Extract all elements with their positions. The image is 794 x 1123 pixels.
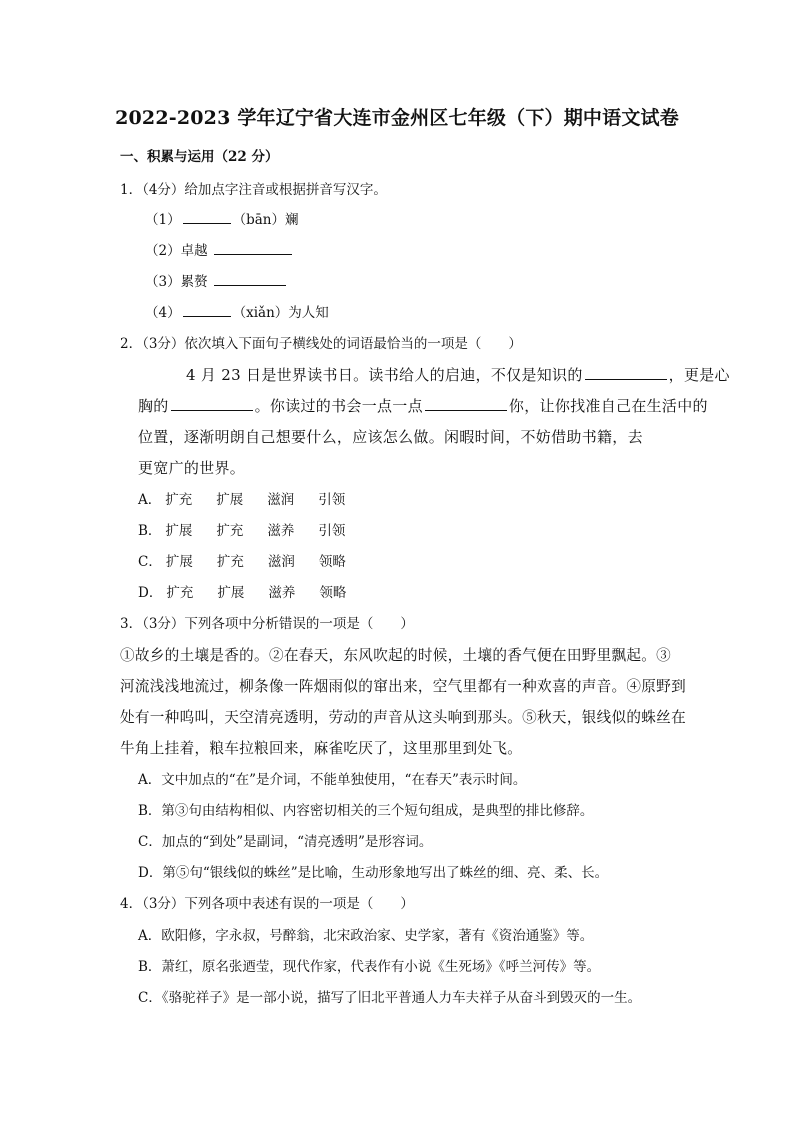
option-word: 滋润	[267, 492, 295, 508]
question-4-option-b[interactable]: B．萧红，原名张迺莹，现代作家，代表作有小说《生死场》《呼兰河传》等。	[138, 959, 601, 975]
option-word: 引领	[318, 523, 346, 539]
answer-blank[interactable]	[425, 398, 507, 411]
question-2-option-a[interactable]	[138, 488, 345, 508]
answer-blank[interactable]	[183, 211, 231, 224]
question-4-stem: 4．（3分）下列各项中表述有误的一项是（ ）	[120, 896, 414, 912]
question-2-passage-line-2	[138, 395, 708, 416]
item-text: （xiǎn）为人知	[232, 305, 329, 321]
question-3-stem: 3．（3分）下列各项中分析错误的一项是（ ）	[120, 616, 414, 632]
item-text: 累赘	[180, 274, 208, 290]
option-label: B．	[138, 523, 162, 539]
question-1-item-1	[145, 208, 298, 228]
question-3-option-d[interactable]: D．第⑤句“银线似的蛛丝”是比喻，生动形象地写出了蛛丝的细、亮、柔、长。	[138, 865, 609, 881]
question-2-passage-line-4: 更宽广的世界。	[138, 459, 246, 477]
answer-blank[interactable]	[214, 242, 292, 255]
option-label: D．	[138, 585, 163, 601]
question-3-passage-line-4: 牛角上挂着，粮车拉粮回来，麻雀吃厌了，这里那里到处飞。	[120, 740, 523, 757]
question-2-passage-line-1	[186, 364, 730, 385]
option-word: 引领	[318, 492, 346, 508]
passage-text: 。你读过的书会一点一点	[254, 397, 423, 415]
question-2-option-c[interactable]	[138, 550, 346, 570]
option-word: 扩充	[166, 585, 194, 601]
item-number: （4）	[145, 305, 181, 321]
question-1-item-3	[145, 270, 288, 290]
item-text: 卓越	[180, 243, 208, 259]
option-word: 扩展	[165, 523, 193, 539]
page-title: 2022-2023 学年辽宁省大连市金州区七年级（下）期中语文试卷	[115, 107, 679, 129]
option-word: 领略	[318, 554, 346, 570]
question-4-option-c[interactable]: C．《骆驼祥子》是一部小说，描写了旧北平普通人力车夫祥子从奋斗到毁灭的一生。	[138, 990, 642, 1006]
question-2-option-d[interactable]	[138, 581, 346, 601]
question-3-option-c[interactable]: C．加点的“到处”是副词，“清亮透明”是形容词。	[138, 834, 433, 850]
option-word: 扩展	[165, 554, 193, 570]
answer-blank[interactable]	[585, 367, 667, 380]
item-number: （3）	[145, 274, 181, 290]
option-word: 扩展	[217, 585, 245, 601]
option-word: 滋养	[268, 585, 296, 601]
question-3-passage-line-1: ①故乡的土壤是香的。②在春天，东风吹起的时候，土壤的香气便在田野里飘起。③	[120, 647, 672, 664]
answer-blank[interactable]	[171, 398, 253, 411]
passage-text: 胸的	[138, 397, 169, 415]
option-label: A．	[138, 492, 162, 508]
question-3-option-b[interactable]: B．第③句由结构相似、内容密切相关的三个短句组成，是典型的排比修辞。	[138, 803, 594, 819]
option-word: 滋润	[267, 554, 295, 570]
question-2-passage-line-3: 位置，逐渐明朗自己想要什么，应该怎么做。闲暇时间，不妨借助书籍，去	[138, 428, 643, 446]
question-2-option-b[interactable]	[138, 519, 345, 539]
item-number: （2）	[145, 243, 181, 259]
item-number: （1）	[145, 212, 181, 228]
option-word: 扩充	[165, 492, 193, 508]
answer-blank[interactable]	[214, 273, 286, 286]
option-word: 领略	[319, 585, 347, 601]
option-word: 扩充	[216, 523, 244, 539]
question-1-stem: 1．（4分）给加点字注音或根据拼音写汉字。	[120, 182, 387, 198]
section-heading: 一、积累与运用（22 分）	[120, 149, 279, 165]
option-word: 扩充	[216, 554, 244, 570]
passage-text: 你，让你找准自己在生活中的	[508, 397, 708, 415]
question-3-option-a[interactable]: A．文中加点的“在”是介词，不能单独使用，“在春天”表示时间。	[138, 772, 527, 788]
question-3-passage-line-3: 处有一种呜叫，天空清亮透明，劳动的声音从这头响到那头。⑤秋天，银线似的蛛丝在	[120, 709, 686, 726]
question-4-option-a[interactable]: A．欧阳修，字永叔，号醉翁，北宋政治家、史学家，著有《资治通鉴》等。	[138, 928, 594, 944]
answer-blank[interactable]	[183, 304, 231, 317]
question-1-item-4	[145, 301, 329, 321]
item-text: （bān）斓	[232, 212, 299, 228]
option-word: 扩展	[216, 492, 244, 508]
question-1-item-2	[145, 239, 294, 259]
question-2-stem: 2．（3分）依次填入下面句子横线处的词语最恰当的一项是（ ）	[120, 336, 522, 352]
passage-text: 4 月 23 日是世界读书日。读书给人的启迪，不仅是知识的	[186, 366, 583, 384]
option-word: 滋养	[267, 523, 295, 539]
passage-text: ，更是心	[668, 366, 730, 384]
option-label: C．	[138, 554, 162, 570]
question-3-passage-line-2: 河流浅浅地流过，柳条像一阵烟雨似的窜出来，空气里都有一种欢喜的声音。④原野到	[120, 678, 686, 695]
